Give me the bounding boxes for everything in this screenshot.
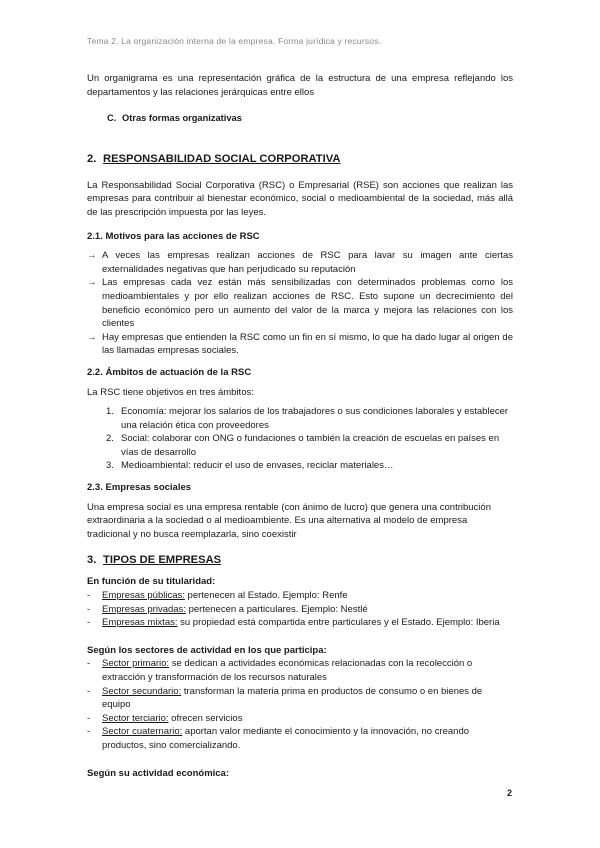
subsection-c-title: Otras formas organizativas — [122, 113, 242, 124]
sectores-label: Según los sectores de actividad en los que participa: — [87, 644, 327, 656]
section-2-1-heading: 2.1. Motivos para las acciones de RSC — [87, 230, 260, 242]
titularidad-label: En función de su titularidad: — [87, 576, 216, 588]
arrow-marker-icon: → — [87, 277, 97, 289]
empresas-sociales-paragraph: Una empresa social es una empresa rentable (con ánimo de lucro) que genera una contribución extraordinaria a la sociedad o al medioambiente. Es una alternativa al modelo de empresa tradicional y no busca reemplazarla, sino coexistir — [87, 501, 491, 540]
ambitos-intro: La RSC tiene objetivos en tres ámbitos: — [87, 386, 254, 398]
arrow-marker-icon: → — [87, 250, 97, 262]
list-item: - Sector cuaternario: aportan valor mediante el conocimiento y la innovación, no creando productos, sino comercializando. — [87, 726, 470, 751]
list-item: - Sector secundario: transforman la materia prima en productos de consumo o en bienes de equipo — [87, 685, 483, 711]
ambitos-list — [87, 405, 513, 473]
list-item: - Empresas mixtas: su propiedad está compartida entre particulares y el Estado. Ejemplo: Iberia — [87, 617, 500, 629]
section-3-title: TIPOS DE EMPRESAS — [103, 554, 222, 567]
list-item: → Hay empresas que entienden la RSC como un fin en sí mismo, lo que ha dado lugar al origen de las llamadas empresas sociales. — [87, 331, 513, 357]
list-item: → A veces las empresas realizan acciones de RSC para lavar su imagen ante ciertas externalidades negativas que han perjudicado su reputación — [87, 250, 513, 275]
section-2-title: RESPONSABILIDAD SOCIAL CORPORATIVA — [103, 152, 341, 165]
subsection-c-heading — [107, 112, 513, 126]
section-2-number: 2. — [87, 152, 97, 165]
list-item: 1. Economía: mejorar los salarios de los trabajadores o sus condiciones laborales y establecer una relación ética con proveedores — [106, 406, 509, 431]
rsc-definition-paragraph: La Responsabilidad Social Corporativa (RSC) o Empresarial (RSE) son acciones que realizan las empresas para contribuir al bienestar económico, social o medioambiental de la sociedad, más allá de las prescripción impuesta por las leyes. — [87, 179, 513, 218]
actividad-label: Según su actividad económica: — [87, 767, 230, 779]
list-item: - Empresas públicas: pertenecen al Estado. Ejemplo: Renfe — [87, 590, 348, 602]
subsection-c-letter: C. — [107, 113, 117, 124]
sectores-list — [87, 657, 513, 752]
list-item: 2. Social: colaborar con ONG o fundaciones o también la creación de escuelas en países en vías de desarrollo — [106, 433, 500, 458]
list-item: - Sector terciario: ofrecen servicios — [87, 712, 243, 724]
section-3-number: 3. — [87, 554, 97, 567]
section-3-heading — [87, 553, 513, 568]
list-item: - Sector primario: se dedican a actividades económicas relacionadas con la recolección o extracción y transformación de los recursos naturales — [87, 658, 473, 683]
page-number: 2 — [507, 788, 513, 798]
list-item: 3. Medioambiental: reducir el uso de envases, reciclar materiales… — [106, 460, 394, 472]
list-item: → Las empresas cada vez están más sensibilizadas con determinados problemas como los medioambientales y por ello realizan acciones de RSC. Esto supone un decrecimiento del beneficio económico pero un aumento del valor de la marca y mejora las relaciones con los clientes — [87, 277, 513, 330]
running-header: Tema 2. La organización interna de la empresa. Forma jurídica y recursos. — [87, 36, 382, 46]
intro-paragraph: Un organigrama es una representación gráfica de la estructura de una empresa reflejando los departamentos y las relaciones jerárquicas entre ellos — [87, 73, 513, 98]
titularidad-list — [87, 589, 513, 630]
section-2-2-heading: 2.2. Ámbitos de actuación de la RSC — [87, 366, 252, 378]
section-2-heading — [87, 152, 513, 167]
motivos-list — [87, 249, 513, 358]
arrow-marker-icon: → — [87, 331, 97, 343]
list-item: - Empresas privadas: pertenecen a particulares. Ejemplo: Nestlé — [87, 603, 368, 615]
page-content — [87, 72, 513, 780]
section-2-3-heading: 2.3. Empresas sociales — [87, 482, 192, 494]
